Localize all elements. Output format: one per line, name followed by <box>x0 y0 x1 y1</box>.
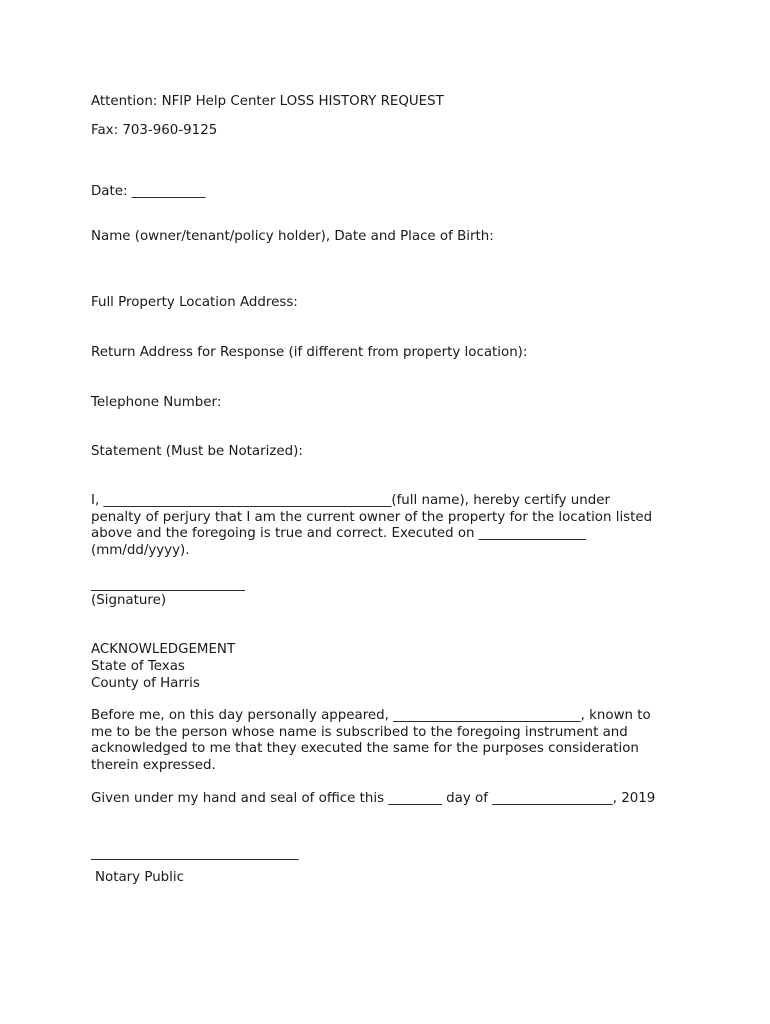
certification-line-4: (mm/dd/yyyy). <box>91 543 190 558</box>
county-line: County of Harris <box>91 676 200 691</box>
certification-line-2: penalty of perjury that I am the current owner of the property for the location listed <box>91 510 653 525</box>
date-field-label: Date: ___________ <box>91 184 206 199</box>
property-address-label: Full Property Location Address: <box>91 295 298 310</box>
fax-line: Fax: 703-960-9125 <box>91 123 218 138</box>
notary-signature-line: _______________________________ <box>91 846 299 861</box>
attention-line: Attention: NFIP Help Center LOSS HISTORY REQUEST <box>91 94 444 109</box>
signature-line: _______________________ <box>91 577 245 592</box>
statement-label: Statement (Must be Notarized): <box>91 444 303 459</box>
signature-label: (Signature) <box>91 593 167 608</box>
name-dob-label: Name (owner/tenant/policy holder), Date and Place of Birth: <box>91 229 494 244</box>
certification-line-3: above and the foregoing is true and correct. Executed on ________________ <box>91 526 586 541</box>
given-under-line: Given under my hand and seal of office this ________ day of __________________, 2019 <box>91 791 656 806</box>
notary-public-label: Notary Public <box>95 870 184 885</box>
return-address-label: Return Address for Response (if different from property location): <box>91 345 528 360</box>
acknowledgement-line-4: therein expressed. <box>91 758 216 773</box>
state-line: State of Texas <box>91 659 185 674</box>
telephone-label: Telephone Number: <box>91 395 222 410</box>
acknowledgement-line-3: acknowledged to me that they executed the same for the purposes consideration <box>91 741 639 756</box>
acknowledgement-line-1: Before me, on this day personally appeared, ____________________________, known to <box>91 708 651 723</box>
acknowledgement-heading: ACKNOWLEDGEMENT <box>91 642 236 657</box>
certification-line-1: I, ___________________________________________(full name), hereby certify under <box>91 493 611 508</box>
acknowledgement-line-2: me to be the person whose name is subscribed to the foregoing instrument and <box>91 725 628 740</box>
